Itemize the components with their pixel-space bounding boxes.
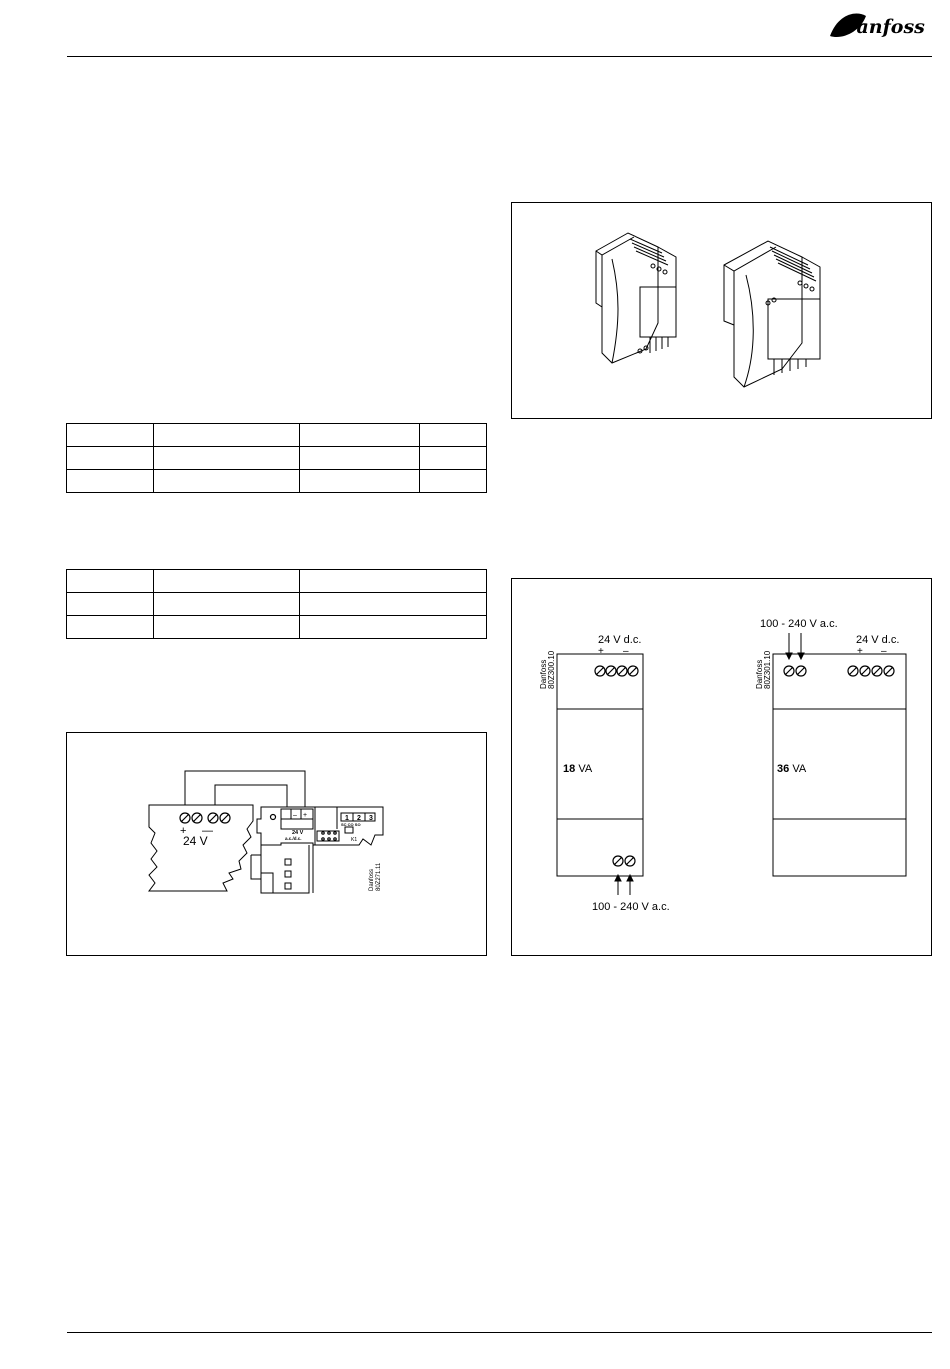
table-2: [66, 569, 487, 639]
footer-rule: [67, 1332, 932, 1333]
left-plus: +: [598, 646, 604, 657]
connection-diagram: [512, 579, 931, 955]
connection-diagram-frame: [511, 578, 932, 956]
controller-plus: +: [303, 812, 308, 819]
controller-terminal-sub: a.c./d.c.: [285, 836, 302, 841]
svg-text:Danfoss: Danfoss: [840, 16, 925, 38]
minus-sign: —: [202, 825, 213, 837]
right-dc-label: 24 V d.c.: [856, 634, 900, 646]
header-rule: [67, 56, 932, 57]
plus-sign: +: [180, 825, 187, 837]
danfoss-logo: [826, 6, 930, 44]
wiring-diagram: [67, 733, 486, 955]
relay-number: 2: [357, 815, 361, 822]
left-dc-label: 24 V d.c.: [598, 634, 642, 646]
table-row: [67, 593, 487, 616]
left-code-brand: Danfoss: [539, 659, 548, 689]
right-code-number: 80Z301.10: [763, 650, 772, 689]
code-number: 80Z271.11: [376, 862, 382, 891]
table-row: [67, 616, 487, 639]
right-plus: +: [857, 646, 863, 657]
left-code-number: 80Z300.10: [547, 650, 556, 689]
table-row: [67, 470, 487, 493]
table-row: [67, 424, 487, 447]
wiring-diagram-frame: [66, 732, 487, 956]
product-illustration-frame: [511, 202, 932, 419]
table-row: [67, 447, 487, 470]
power-supply-illustration: [512, 203, 931, 418]
right-power-rating: 36 VA: [777, 763, 807, 775]
controller-minus: –: [293, 812, 297, 819]
right-code-brand: Danfoss: [755, 659, 764, 689]
left-minus: –: [623, 646, 629, 657]
right-ac-label: 100 - 240 V a.c.: [760, 618, 838, 630]
relay-id: K1: [351, 837, 358, 843]
left-power-rating: 18 VA: [563, 763, 593, 775]
right-minus: –: [881, 646, 887, 657]
left-ac-label: 100 - 240 V a.c.: [592, 901, 670, 913]
relay-number: 1: [345, 815, 349, 822]
supply-voltage-label: 24 V: [183, 834, 208, 848]
relay-contact-row: SC CO SO: [341, 822, 361, 827]
table-row: [67, 570, 487, 593]
relay-number: 3: [369, 815, 373, 822]
code-brand: Danfoss: [369, 868, 375, 891]
table-1: [66, 423, 487, 493]
controller-terminal-label: 24 V: [292, 830, 304, 836]
